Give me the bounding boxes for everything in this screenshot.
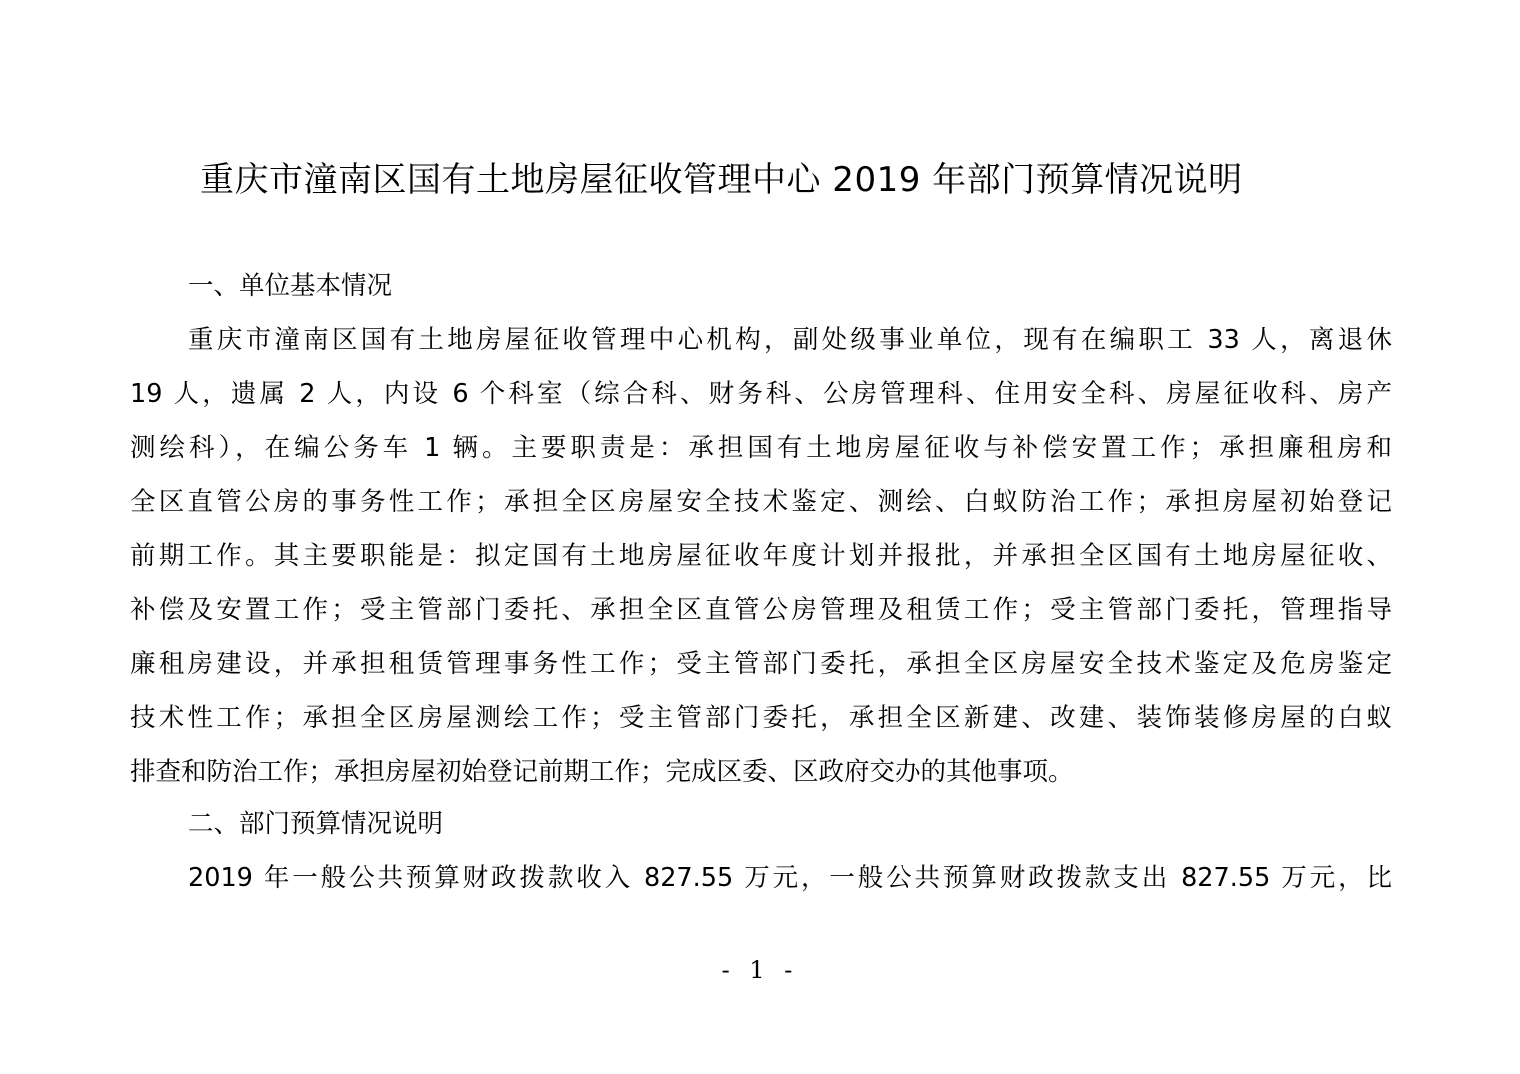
body-line: 测绘科），在编公务车 1 辆。主要职责是：承担国有土地房屋征收与补偿安置工作；承担廉租房和 — [130, 433, 1392, 463]
body-line: 补偿及安置工作；受主管部门委托、承担全区直管公房管理及租赁工作；受主管部门委托，管理指导 — [130, 595, 1392, 625]
page-number: - 1 - — [721, 956, 799, 984]
body-line: 技术性工作；承担全区房屋测绘工作；受主管部门委托，承担全区新建、改建、装饰装修房屋的白蚁 — [130, 703, 1392, 733]
document-title: 重庆市潼南区国有土地房屋征收管理中心 2019 年部门预算情况说明 — [200, 160, 1243, 200]
body-line: 前期工作。其主要职能是：拟定国有土地房屋征收年度计划并报批，并承担全区国有土地房屋征收、 — [130, 541, 1392, 571]
section-heading-basic-info: 一、单位基本情况 — [188, 271, 393, 301]
body-line: 2019 年一般公共预算财政拨款收入 827.55 万元，一般公共预算财政拨款支出 827.55 万元，比 — [188, 863, 1392, 893]
section-heading-budget: 二、部门预算情况说明 — [188, 809, 444, 839]
body-line: 廉租房建设，并承担租赁管理事务性工作；受主管部门委托，承担全区房屋安全技术鉴定及危房鉴定 — [130, 649, 1392, 679]
body-line: 重庆市潼南区国有土地房屋征收管理中心机构，副处级事业单位，现有在编职工 33 人，离退休 — [188, 325, 1392, 355]
body-line: 19 人，遗属 2 人，内设 6 个科室（综合科、财务科、公房管理科、住用安全科、房屋征收科、房产 — [130, 379, 1392, 409]
body-line: 排查和防治工作；承担房屋初始登记前期工作；完成区委、区政府交办的其他事项。 — [130, 757, 1074, 787]
body-line: 全区直管公房的事务性工作；承担全区房屋安全技术鉴定、测绘、白蚁防治工作；承担房屋初始登记 — [130, 487, 1392, 517]
